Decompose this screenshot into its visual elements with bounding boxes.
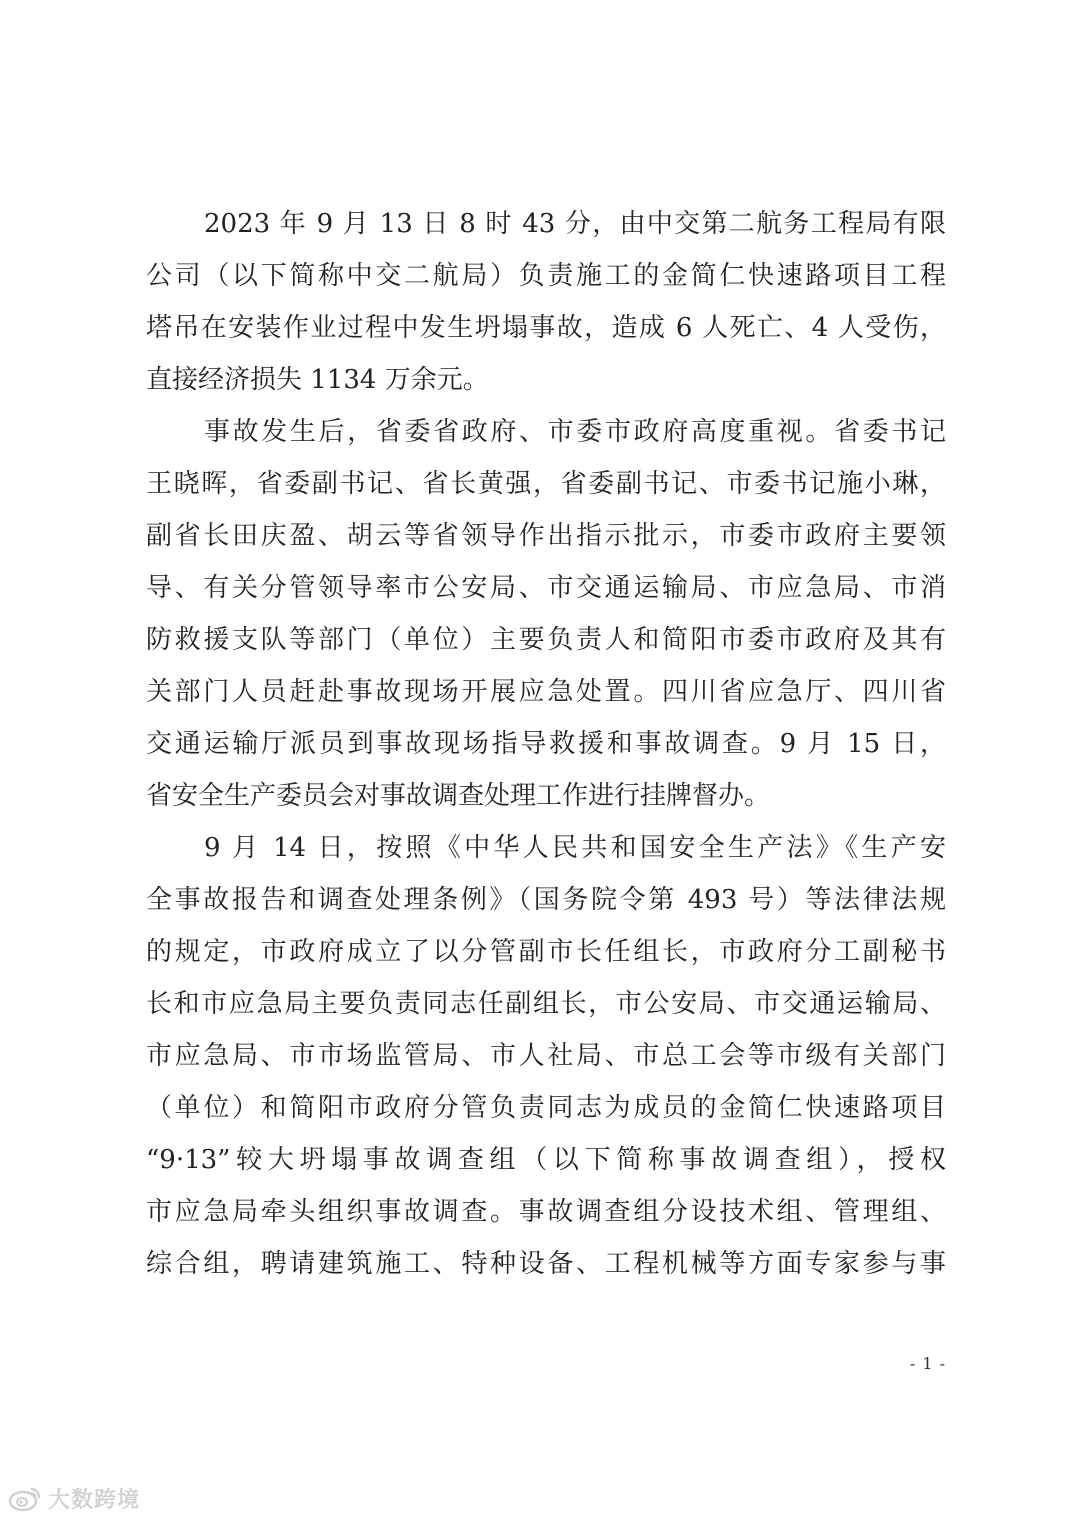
text-line: 直接经济损失 1134 万余元。 (146, 365, 489, 395)
text-line: 2023 年 9 月 13 日 8 时 43 分，由中交第二航务工程局有限 (204, 209, 946, 239)
watermark-text: 大数跨境 (48, 1487, 141, 1513)
text-line: 王晓晖，省委副书记、省长黄强，省委副书记、市委书记施小琳， (146, 469, 946, 499)
text-line: 公司（以下简称中交二航局）负责施工的金简仁快速路项目工程 (146, 261, 946, 291)
text-line: 全事故报告和调查处理条例》（国务院令第 493 号）等法律法规 (146, 885, 946, 915)
text-line: 长和市应急局主要负责同志任副组长，市公安局、市交通运输局、 (146, 989, 946, 1019)
text-line: 市应急局牵头组织事故调查。事故调查组分设技术组、管理组、 (146, 1197, 946, 1227)
text-line: “9·13”较大坍塌事故调查组（以下简称事故调查组），授权 (146, 1145, 946, 1175)
text-line: 9 月 14 日，按照《中华人民共和国安全生产法》《生产安 (204, 833, 946, 863)
text-line: 关部门人员赶赴事故现场开展应急处置。四川省应急厅、四川省 (146, 677, 946, 707)
text-line: 交通运输厅派员到事故现场指导救援和事故调查。9 月 15 日， (146, 729, 946, 759)
text-line: 市应急局、市市场监管局、市人社局、市总工会等市级有关部门 (146, 1041, 946, 1071)
document-body (146, 198, 946, 1290)
weibo-icon (8, 1484, 42, 1512)
text-line: 事故发生后，省委省政府、市委市政府高度重视。省委书记 (204, 417, 946, 447)
text-line: 副省长田庆盈、胡云等省领导作出指示批示，市委市政府主要领 (146, 521, 946, 551)
text-line: 的规定，市政府成立了以分管副市长任组长，市政府分工副秘书 (146, 937, 946, 967)
text-line: 导、有关分管领导率市公安局、市交通运输局、市应急局、市消 (146, 573, 946, 603)
page-number: - 1 - (909, 1354, 946, 1373)
text-line: 省安全生产委员会对事故调查处理工作进行挂牌督办。 (146, 781, 771, 811)
paragraph (146, 198, 946, 406)
paragraph (146, 822, 946, 1290)
text-line: 防救援支队等部门（单位）主要负责人和简阳市委市政府及其有 (146, 625, 946, 655)
text-line: 塔吊在安装作业过程中发生坍塌事故，造成 6 人死亡、4 人受伤， (146, 313, 946, 343)
watermark (8, 1480, 140, 1516)
text-line: （单位）和简阳市政府分管负责同志为成员的金简仁快速路项目 (146, 1093, 946, 1123)
text-line: 综合组，聘请建筑施工、特种设备、工程机械等方面专家参与事 (146, 1249, 946, 1279)
paragraph (146, 406, 946, 822)
